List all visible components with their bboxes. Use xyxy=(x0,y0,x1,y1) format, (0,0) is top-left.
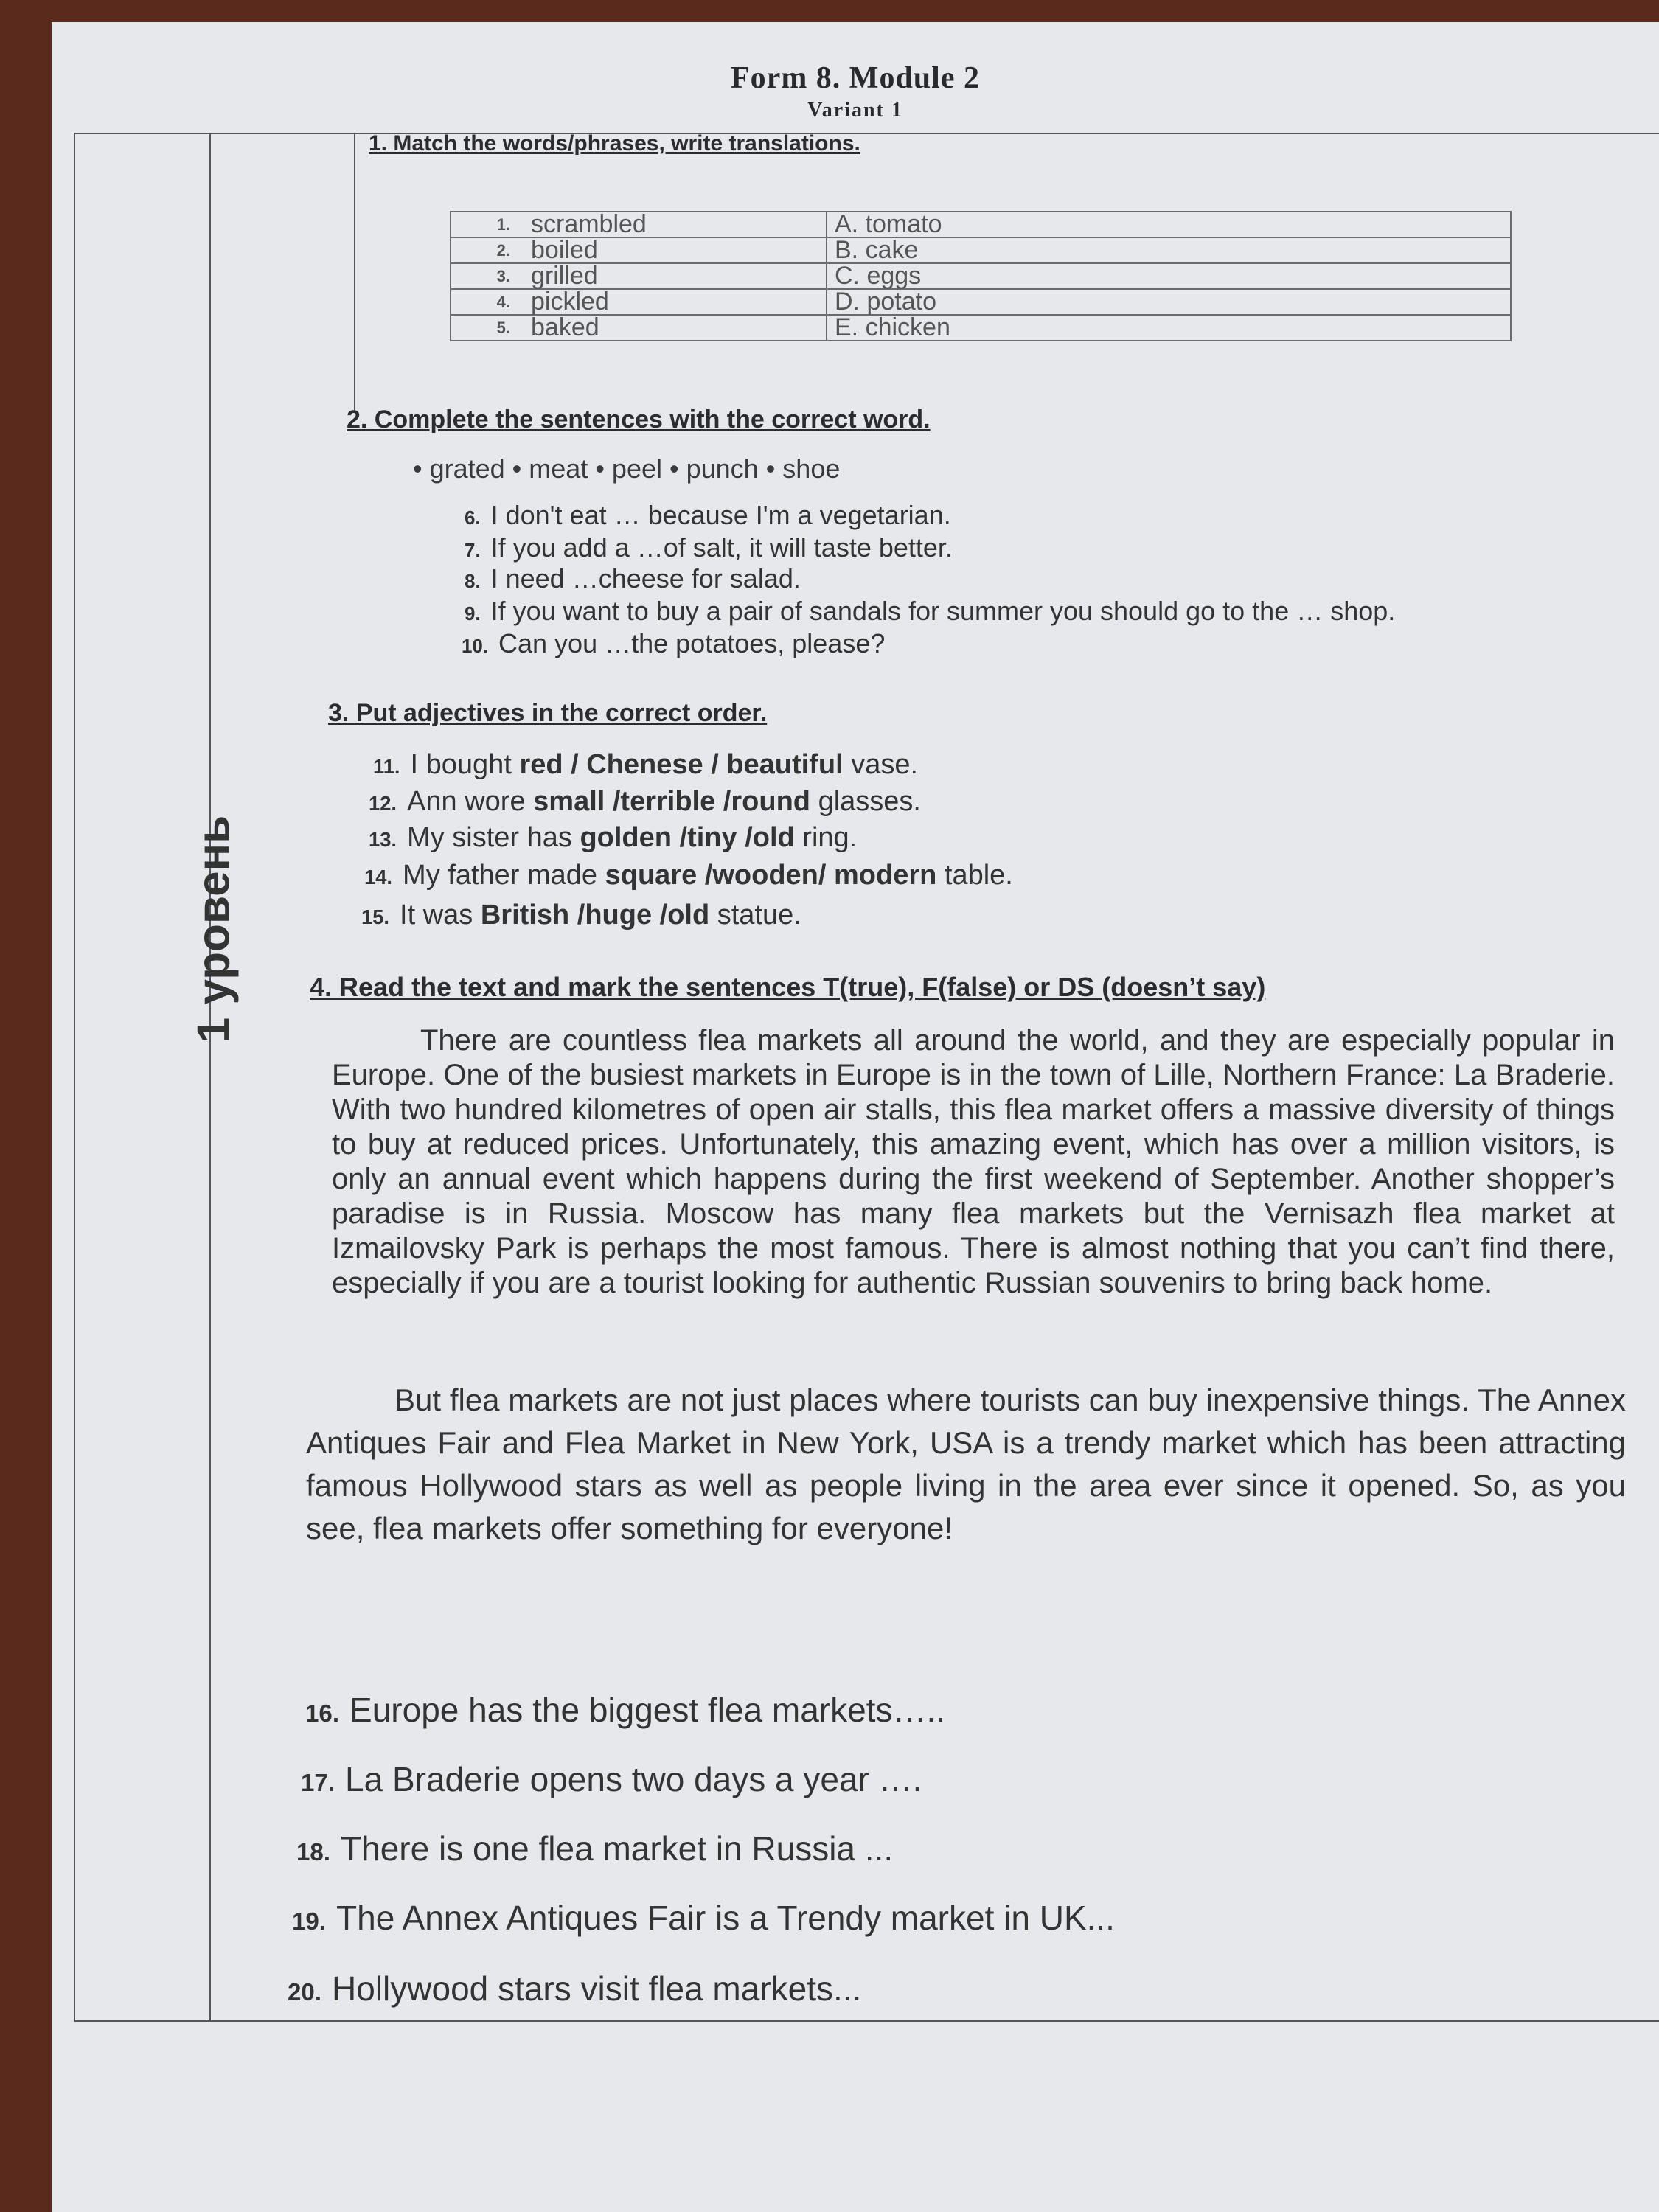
list-item: 17. La Braderie opens two days a year …. xyxy=(301,1760,922,1798)
side-column-divider xyxy=(209,133,211,2022)
row-number: 1. xyxy=(451,212,524,237)
exercise2-heading: 2. Complete the sentences with the correct word. xyxy=(347,406,931,434)
row-number: 4. xyxy=(451,289,524,315)
list-item: 11. I bought red / Chenese / beautiful vase. xyxy=(373,749,919,780)
row-option: D. potato xyxy=(827,289,1511,315)
exercise4-heading: 4. Read the text and mark the sentences T(true), F(false) or DS (doesn’t say) xyxy=(310,972,1266,1002)
list-item: 6. I don't eat … because I'm a vegetarian. xyxy=(465,500,951,530)
list-item: 8. I need …cheese for salad. xyxy=(465,563,801,594)
list-item: 19. The Annex Antiques Fair is a Trendy market in UK... xyxy=(292,1899,1115,1937)
list-item: 12. Ann wore small /terrible /round glasses. xyxy=(369,786,921,817)
list-item: 10. Can you …the potatoes, please? xyxy=(462,628,886,658)
row-word: pickled xyxy=(524,289,827,315)
table-row xyxy=(451,263,1511,289)
list-item: 15. It was British /huge /old statue. xyxy=(361,900,801,931)
row-option: A. tomato xyxy=(827,212,1511,237)
worksheet-page xyxy=(52,22,1659,2212)
list-item: 13. My sister has golden /tiny /old ring. xyxy=(369,822,858,853)
list-item: 18. There is one flea market in Russia ... xyxy=(296,1829,894,1868)
row-option: C. eggs xyxy=(827,263,1511,289)
reading-paragraph-2: But flea markets are not just places where tourists can buy inexpensive things. The Annex Antiques Fair and Flea Market in New York, USA is a trendy market which has been attracting famous Hollywood stars as well as people living in the area ever since it opened. So, as you see, flea markets offer something for everyone! xyxy=(306,1382,1626,1545)
match-table xyxy=(450,211,1512,341)
row-option: E. chicken xyxy=(827,315,1511,341)
list-item: 9. If you want to buy a pair of sandals for summer you should go to the … shop. xyxy=(465,596,1396,626)
row-word: grilled xyxy=(524,263,827,289)
page-title: Form 8. Module 2 xyxy=(731,61,980,95)
inner-column-divider xyxy=(354,133,355,413)
row-number: 2. xyxy=(451,237,524,263)
level-label: 1 уровень xyxy=(188,815,240,1043)
variant-label: Variant 1 xyxy=(807,99,903,122)
row-word: baked xyxy=(524,315,827,341)
table-row xyxy=(451,289,1511,315)
reading-paragraph-1: There are countless flea markets all around the world, and they are especially popular in Europe. One of the busiest markets in Europe is in the town of Lille, Northern France: La Braderie. With two hundred kilometres of open air stalls, this flea market offers a massive diversity of things to buy at reduced prices. Unfortunately, this amazing event, which has over a million visitors, is only an annual event which happens during the first weekend of September. Another shopper’s paradise is in Russia. Moscow has many flea markets but the Vernisazh flea market at Izmailovsky Park is perhaps the most famous. There is almost nothing that you can’t find there, especially if you are a tourist looking for authentic Russian souvenirs to bring back home. xyxy=(332,1024,1615,1299)
table-row xyxy=(451,212,1511,237)
row-option: B. cake xyxy=(827,237,1511,263)
list-item: 20. Hollywood stars visit flea markets... xyxy=(288,1969,862,2008)
list-item: 7. If you add a …of salt, it will taste better. xyxy=(465,532,953,563)
table-row xyxy=(451,237,1511,263)
word-bank: • grated • meat • peel • punch • shoe xyxy=(413,453,841,484)
row-number: 3. xyxy=(451,263,524,289)
exercise1-heading: 1. Match the words/phrases, write translations. xyxy=(369,131,860,156)
table-row xyxy=(451,315,1511,341)
row-word: scrambled xyxy=(524,212,827,237)
exercise3-heading: 3. Put adjectives in the correct order. xyxy=(328,699,768,727)
list-item: 14. My father made square /wooden/ modern table. xyxy=(364,860,1013,891)
row-word: boiled xyxy=(524,237,827,263)
list-item: 16. Europe has the biggest flea markets….. xyxy=(305,1691,946,1729)
row-number: 5. xyxy=(451,315,524,341)
